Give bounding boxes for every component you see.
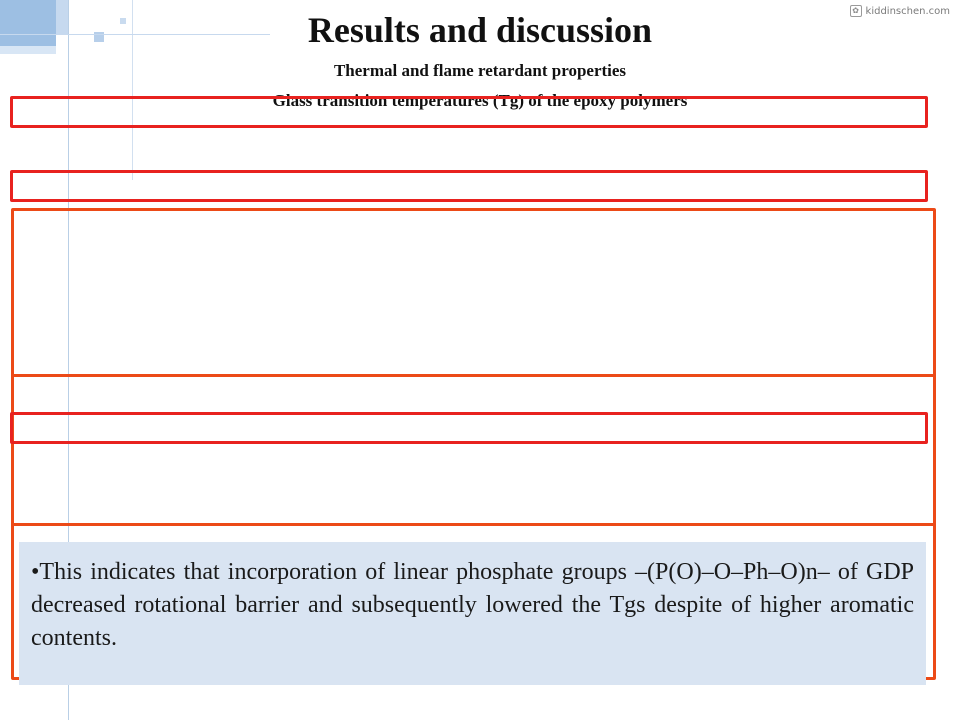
logo-icon: ✿ xyxy=(850,5,862,17)
slide-title: Results and discussion xyxy=(307,10,653,50)
highlight-box xyxy=(10,412,928,444)
table-divider xyxy=(11,374,936,377)
highlight-box xyxy=(10,170,928,202)
bullet-callout xyxy=(19,542,926,685)
slide-subtitle-tg: Glass transition temperatures (Tg) of the epoxy polymers xyxy=(272,91,688,110)
table-divider xyxy=(11,523,936,526)
highlight-box xyxy=(10,96,928,128)
watermark-text: kiddinschen.com xyxy=(865,5,950,17)
bullet-text: •This indicates that incorporation of linear phosphate groups –(P(O)–O–Ph–O)n– of GDP decreased rotational barrier and subsequently lowered the Tgs despite of higher aromatic contents. xyxy=(31,559,914,651)
slide-subtitle: Thermal and flame retardant properties xyxy=(333,61,627,80)
